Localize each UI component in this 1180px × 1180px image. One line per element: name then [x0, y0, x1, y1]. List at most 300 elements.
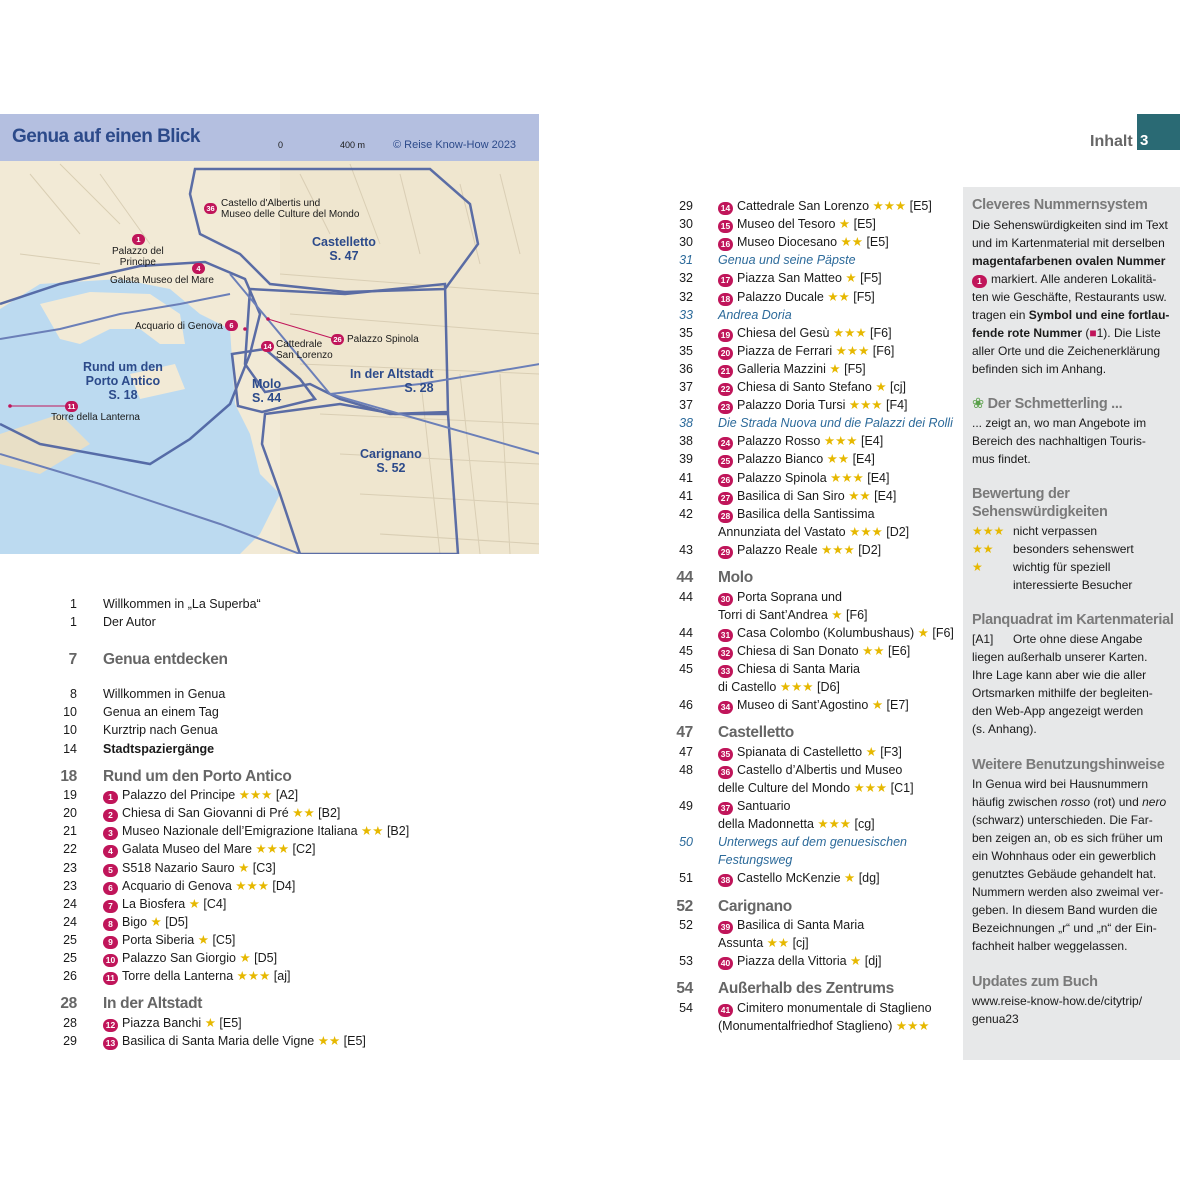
toc-title — [103, 596, 261, 612]
toc-title-text: Galleria Mazzini — [737, 361, 826, 376]
sight-number-badge: 19 — [718, 329, 733, 342]
toc-title-text: Casa Colombo (Kolumbushaus) — [737, 625, 915, 640]
toc-title-text: Galata Museo del Mare — [122, 842, 252, 857]
grid-reference: [cj] — [890, 380, 906, 394]
star-rating-icon: ★★ — [848, 488, 871, 503]
star-rating-icon: ★★★ — [817, 817, 852, 832]
star-rating-icon: ★★★ — [895, 1018, 930, 1033]
star-rating-icon: ★★★ — [255, 842, 290, 857]
star-rating-icon: ★ — [838, 217, 851, 232]
sight-number-badge: 26 — [718, 474, 733, 487]
grid-reference: [B2] — [318, 806, 341, 821]
toc-title — [718, 270, 882, 287]
toc-title — [103, 914, 188, 931]
toc-title — [718, 252, 856, 268]
toc-title — [103, 1015, 242, 1032]
grid-reference: [F5] — [860, 271, 882, 286]
text-span: fende rote Nummer — [972, 326, 1083, 340]
toc-page-number: 51 — [679, 871, 693, 886]
toc-title-text: Castello McKenzie — [737, 871, 841, 886]
text-line — [972, 793, 1166, 811]
sight-number-badge: 27 — [718, 492, 733, 505]
numbering-text — [972, 216, 1169, 378]
toc-title — [103, 878, 295, 895]
toc-title — [718, 780, 914, 796]
toc-title — [718, 451, 875, 468]
text-span: 1). Die Liste — [1096, 326, 1161, 340]
star-rating-icon: ★ — [844, 871, 856, 886]
toc-page-number: 44 — [679, 625, 693, 640]
star-rating-icon: ★★★ — [835, 343, 870, 358]
grid-reference: [aj] — [273, 969, 291, 984]
star-rating-icon: ★★ — [361, 824, 384, 839]
star-rating-icon: ★ — [850, 954, 862, 969]
sight-number-badge: 40 — [718, 957, 733, 970]
district-porto-antico — [83, 360, 163, 402]
star-rating-icon: ★★ — [840, 235, 863, 250]
sight-number-badge: 39 — [718, 921, 733, 934]
toc-title — [718, 953, 881, 970]
toc-title — [718, 744, 902, 761]
toc-title — [718, 397, 908, 414]
sight-number-badge: 24 — [718, 437, 733, 450]
text-line: ... zeigt an, wo man Angebote im — [972, 416, 1147, 430]
butterfly-text — [972, 414, 1146, 468]
updates-title: Updates zum Buch — [972, 974, 1098, 990]
grid-reference: [C5] — [212, 932, 236, 947]
star-rating-icon: ★ — [831, 607, 843, 622]
star-rating-icon: ★ — [204, 1015, 216, 1030]
toc-page-number: 39 — [679, 452, 693, 467]
star-rating-icon: ★ — [197, 932, 209, 947]
toc-title-text: Chiesa di Santa Maria — [737, 661, 860, 676]
numbering-title: Cleveres Nummernsystem — [972, 197, 1148, 213]
butterfly-icon: ❀ — [972, 396, 984, 412]
sight-number-badge: 10 — [103, 954, 118, 967]
toc-title-text: Palazzo del Principe — [122, 788, 236, 803]
toc-page-number: 31 — [679, 253, 693, 268]
map-marker-badge: 11 — [65, 401, 78, 412]
grid-reference: [F6] — [870, 325, 892, 340]
toc-title-text: della Madonnetta — [718, 817, 814, 832]
toc-title-text: Acquario di Genova — [122, 878, 232, 893]
toc-title-text: Santuario — [737, 799, 791, 813]
toc-title-text: Cimitero monumentale di Staglieno — [737, 1000, 932, 1015]
text-span: nero — [1142, 795, 1167, 809]
toc-page-number: 24 — [63, 896, 77, 911]
toc-page-number: 1 — [70, 615, 77, 630]
toc-title — [718, 607, 868, 623]
toc-title-text: Willkommen in „La Superba“ — [103, 597, 261, 611]
number-badge-example: 1 — [972, 275, 987, 288]
star-rating-icon: ★★ — [826, 452, 850, 467]
toc-title — [718, 589, 842, 606]
text-line: ben zeigen an, ob es sich früher um — [972, 831, 1163, 845]
star-rating-icon: ★★★ — [238, 788, 273, 803]
toc-page-number: 54 — [676, 980, 693, 998]
toc-page-number: 48 — [679, 762, 693, 777]
toc-title — [103, 769, 292, 785]
sight-number-badge: 32 — [718, 647, 733, 660]
toc-page-number: 25 — [63, 951, 77, 965]
text-line: ten wie Geschäfte, Restaurants usw. — [972, 290, 1167, 304]
toc-page-number: 24 — [63, 914, 77, 929]
grid-reference: [F6] — [845, 607, 868, 622]
toc-title — [718, 661, 860, 678]
star-icon: ★★ — [972, 542, 994, 556]
toc-title-text: S518 Nazario Sauro — [122, 860, 235, 875]
toc-title-text: Unterwegs auf dem genuesischen — [718, 835, 908, 850]
grid-reference: [E5] — [853, 217, 876, 232]
sight-number-badge: 9 — [103, 936, 118, 949]
butterfly-title: Der Schmetterling ... — [987, 396, 1123, 412]
grid-reference: [E4] — [874, 488, 897, 503]
toc-title-text: Kurztrip nach Genua — [103, 723, 218, 738]
grid-reference: [F5] — [853, 289, 875, 304]
toc-title-text: Palazzo San Giorgio — [122, 951, 236, 965]
toc-title-text: Museo del Tesoro — [737, 217, 836, 232]
grid-reference: [D4] — [272, 878, 296, 893]
usage-text — [972, 775, 1166, 955]
toc-title — [718, 570, 753, 586]
star-rating-icon: ★★ — [827, 289, 850, 304]
district-altstadt — [350, 367, 434, 395]
toc-page-number: 23 — [63, 860, 77, 875]
toc-title — [718, 343, 894, 360]
toc-title — [718, 488, 896, 505]
toc-title-text: Castelletto — [718, 724, 794, 742]
text-line: Die Sehenswürdigkeiten sind im Text — [972, 218, 1168, 232]
map-marker-galata: Galata Museo del Mare — [110, 275, 214, 286]
updates-link[interactable]: genua23 — [972, 1012, 1019, 1026]
toc-title — [718, 1000, 932, 1017]
lock-symbol-icon: ■ — [1089, 326, 1097, 340]
toc-page-number: 29 — [63, 1033, 77, 1048]
toc-title-text: Molo — [718, 569, 753, 586]
page-number: 3 — [1140, 132, 1149, 149]
toc-title-text: Palazzo Rosso — [737, 434, 821, 449]
text-line — [972, 270, 1169, 288]
toc-title — [103, 823, 409, 840]
sight-number-badge: 2 — [103, 809, 118, 822]
toc-title-text: Andrea Doria — [718, 307, 792, 322]
sight-number-badge: 13 — [103, 1037, 118, 1050]
toc-title-text: di Castello — [718, 680, 777, 694]
star-rating-icon: ★★★ — [832, 325, 867, 340]
sight-number-badge: 8 — [103, 918, 118, 931]
sight-number-badge: 37 — [718, 802, 733, 815]
map-marker-badge: 6 — [225, 320, 238, 331]
sight-number-badge: 16 — [718, 238, 733, 251]
rating-3 — [972, 522, 1134, 540]
toc-title-text: delle Culture del Mondo — [718, 780, 851, 795]
grid-reference: [dj] — [864, 954, 882, 969]
district-page: S. 18 — [108, 388, 138, 402]
toc-title — [718, 870, 880, 887]
toc-title — [103, 896, 226, 913]
grid-reference: [D2] — [886, 524, 910, 539]
toc-page-number: 54 — [679, 1000, 693, 1015]
updates-link[interactable]: www.reise-know-how.de/citytrip/ — [972, 994, 1143, 1008]
toc-title-text: Bigo — [122, 914, 148, 929]
toc-title — [718, 198, 932, 215]
toc-page-number: 52 — [676, 897, 693, 915]
sight-number-badge: 41 — [718, 1004, 733, 1017]
grid-reference: [E7] — [886, 698, 909, 713]
toc-title-text: Cattedrale San Lorenzo — [737, 199, 870, 213]
map-marker-badge: 36 — [204, 203, 217, 214]
toc-title — [718, 361, 866, 378]
toc-title — [103, 841, 315, 858]
grid-reference: [D6] — [816, 680, 840, 694]
grid-reference: [C4] — [203, 896, 227, 911]
sight-number-badge: 20 — [718, 347, 733, 360]
sight-number-badge: 31 — [718, 629, 733, 642]
toc-page-number: 43 — [679, 542, 693, 557]
grid-reference: [cg] — [854, 817, 875, 832]
toc-title — [718, 834, 907, 850]
sight-number-badge: 36 — [718, 766, 733, 779]
star-rating-icon: ★★ — [862, 643, 885, 658]
star-rating-icon: ★★★ — [830, 470, 864, 485]
star-rating-icon: ★ — [829, 361, 841, 376]
toc-title-text: Palazzo Ducale — [737, 289, 824, 304]
toc-title-text: Palazzo Doria Tursi — [737, 398, 846, 413]
map-marker-badge: 4 — [192, 263, 205, 274]
marker-label-2: San Lorenzo — [276, 350, 333, 361]
grid-reference: [E5] — [866, 235, 889, 250]
toc-page-number: 52 — [679, 918, 693, 932]
toc-title-text: Annunziata del Vastato — [718, 524, 846, 539]
overview-map — [0, 114, 539, 554]
toc-page-number: 44 — [679, 589, 693, 604]
toc-title — [718, 542, 881, 559]
toc-title — [718, 506, 875, 523]
sight-number-badge: 18 — [718, 293, 733, 306]
text-line: interessierte Besucher — [1013, 578, 1133, 592]
toc-title — [718, 697, 909, 714]
toc-title-text: Museo Nazionale dell’Emigrazione Italiana — [122, 824, 358, 839]
text-line: aller Orte und die Zeichenerklärung — [972, 344, 1161, 358]
toc-page-number: 37 — [679, 380, 693, 394]
toc-title-text: Willkommen in Genua — [103, 687, 226, 702]
text-line: Bewertung der — [972, 486, 1070, 502]
toc-page-number: 35 — [679, 325, 693, 340]
grid-reference: [F3] — [880, 744, 902, 759]
marker-label: Castello d'Albertis und — [221, 198, 321, 209]
toc-page-number: 1 — [70, 597, 77, 611]
toc-title-text: Museo Diocesano — [737, 235, 838, 250]
text-line: ein Wohnhaus oder ein gewerblich — [972, 849, 1156, 863]
toc-title — [718, 1018, 930, 1034]
star-rating-icon: ★ — [238, 860, 250, 875]
text-line: und im Kartenmaterial mit derselben — [972, 236, 1165, 250]
grid-text — [972, 630, 1153, 738]
star-rating-icon: ★★★ — [235, 878, 269, 893]
district-name: In der Altstadt — [350, 367, 434, 381]
text-span: markiert. Alle anderen Lokalitä- — [991, 272, 1157, 286]
text-span: Orte ohne diese Angabe — [1013, 632, 1143, 646]
toc-title-text: Porta Soprana und — [737, 589, 842, 604]
sight-number-badge: 12 — [103, 1019, 118, 1032]
map-scale-start: 0 — [278, 140, 284, 150]
toc-page-number: 46 — [679, 698, 693, 713]
sight-number-badge: 38 — [718, 874, 733, 887]
toc-title — [718, 852, 792, 868]
toc-title-text: Palazzo Bianco — [737, 452, 824, 467]
toc-page-number: 41 — [679, 470, 693, 485]
toc-title-text: Chiesa di San Giovanni di Pré — [122, 806, 289, 821]
district-name: Rund um den — [83, 360, 163, 374]
toc-title-text: Stadtspaziergänge — [103, 741, 215, 756]
toc-title-text: Palazzo Reale — [737, 542, 818, 557]
grid-reference: [E5] — [343, 1033, 366, 1048]
text-span: wichtig für speziell — [1013, 560, 1111, 574]
toc-title — [103, 805, 340, 822]
text-line: Bereich des nachhaltigen Touris- — [972, 434, 1146, 448]
grid-reference: [cj] — [792, 936, 809, 951]
toc-title — [718, 625, 954, 642]
toc-title-text: Carignano — [718, 897, 792, 915]
grid-reference: [A2] — [275, 788, 299, 803]
toc-page-number: 20 — [63, 806, 77, 821]
grid-reference: [C2] — [292, 842, 316, 857]
toc-title-text: Die Strada Nuova und die Palazzi dei Rolli — [718, 416, 953, 431]
toc-title-text: (Monumentalfriedhof Staglieno) — [718, 1018, 893, 1033]
toc-page-number: 22 — [63, 842, 77, 857]
text-span: besonders sehenswert — [1013, 542, 1134, 556]
map-marker-cattedrale — [276, 339, 333, 361]
rating-title — [972, 485, 1108, 521]
toc-title — [718, 216, 876, 233]
district-name-2: Porto Antico — [85, 374, 161, 388]
toc-title — [718, 379, 906, 396]
star-rating-icon: ★ — [845, 271, 857, 286]
text-line: geben. In diesem Band wurden die — [972, 903, 1158, 917]
star-rating-icon: ★ — [875, 380, 887, 394]
star-rating-icon: ★ — [188, 896, 200, 911]
toc-page-number: 28 — [60, 995, 77, 1013]
text-line: liegen außerhalb unserer Karten. — [972, 650, 1148, 664]
text-span: (rot) und — [1090, 795, 1143, 809]
star-rating-icon: ★★★ — [779, 680, 814, 694]
text-line: magentafarbenen ovalen Nummer — [972, 254, 1166, 268]
toc-title-text: Piazza Banchi — [122, 1015, 202, 1030]
toc-title — [718, 725, 794, 741]
toc-title — [718, 415, 953, 431]
text-span: rosso — [1060, 795, 1091, 809]
toc-page-number: 41 — [679, 488, 693, 503]
toc-title-text: Außerhalb des Zentrums — [718, 980, 894, 998]
sight-number-badge: 14 — [718, 202, 733, 215]
text-line: (s. Anhang). — [972, 722, 1037, 736]
text-line: genutztes Gebäude gehandelt hat. — [972, 867, 1157, 881]
sight-number-badge: 1 — [103, 791, 118, 804]
toc-page-number: 35 — [679, 343, 693, 358]
marker-label: Palazzo del — [112, 246, 164, 257]
star-rating-icon: ★★★ — [821, 542, 855, 557]
toc-title — [103, 968, 290, 985]
toc-page-number: 14 — [63, 741, 77, 756]
text-line: den Web-App angezeigt werden — [972, 704, 1144, 718]
text-line — [972, 630, 1153, 648]
star-icon: ★ — [972, 560, 983, 574]
toc-title-text: Piazza San Matteo — [737, 271, 842, 286]
toc-page-number: 36 — [679, 361, 693, 376]
info-sidebar — [963, 187, 1180, 1060]
toc-title — [103, 950, 277, 967]
toc-title-text: Porta Siberia — [122, 932, 195, 947]
star-rating-icon: ★ — [150, 914, 162, 929]
map-marker-badge: 26 — [331, 334, 344, 345]
updates-text — [972, 992, 1142, 1028]
map-title: Genua auf einen Blick — [12, 126, 200, 147]
toc-title-text: Genua an einem Tag — [103, 705, 219, 720]
grid-reference: [C3] — [252, 860, 276, 875]
grid-reference: [F5] — [844, 361, 866, 376]
star-rating-icon: ★ — [871, 698, 884, 713]
star-rating-icon: ★★★ — [823, 434, 858, 449]
grid-reference: [B2] — [386, 824, 410, 839]
sight-number-badge: 29 — [718, 546, 733, 559]
text-line: Nummern werden also zweimal ver- — [972, 885, 1164, 899]
butterfly-heading — [972, 395, 1122, 413]
toc-title — [718, 762, 902, 779]
toc-title — [718, 433, 883, 450]
map-marker-badge: 14 — [261, 341, 274, 352]
toc-title — [718, 234, 889, 251]
toc-title — [718, 679, 840, 695]
toc-page-number: 28 — [63, 1015, 77, 1030]
district-name: Castelletto — [312, 235, 376, 249]
toc-title-text: Chiesa di Santo Stefano — [737, 380, 872, 394]
star-rating-icon: ★ — [239, 951, 251, 965]
toc-title — [718, 917, 864, 934]
toc-page-number: 21 — [63, 824, 77, 839]
toc-title — [718, 470, 890, 487]
toc-title — [103, 741, 214, 757]
toc-title — [718, 643, 910, 660]
toc-page-number: 10 — [63, 705, 77, 720]
text-line: Ihre Lage kann aber wie die aller — [972, 668, 1147, 682]
sight-number-badge: 17 — [718, 274, 733, 287]
text-line: befinden sich im Anhang. — [972, 362, 1107, 376]
toc-title-text: In der Altstadt — [103, 995, 203, 1013]
toc-title — [718, 289, 875, 306]
toc-title — [103, 704, 219, 720]
marker-label: Cattedrale — [276, 339, 323, 350]
sight-number-badge: 15 — [718, 220, 733, 233]
grid-reference: [D2] — [858, 542, 882, 557]
toc-title — [103, 932, 235, 949]
toc-title-text: Piazza della Vittoria — [737, 954, 847, 969]
district-page: S. 28 — [404, 381, 434, 395]
sight-number-badge: 21 — [718, 365, 733, 378]
toc-title-text: Rund um den Porto Antico — [103, 767, 292, 785]
sight-number-badge: 11 — [103, 972, 118, 985]
sight-number-badge: 6 — [103, 882, 118, 895]
text-span: häufig zwischen — [972, 795, 1061, 809]
sight-number-badge: 4 — [103, 845, 118, 858]
grid-title: Planquadrat im Kartenmaterial — [972, 612, 1174, 628]
marker-label-2: Museo delle Culture del Mondo — [221, 209, 360, 220]
toc-title-text: Assunta — [718, 936, 764, 951]
toc-title — [103, 996, 202, 1012]
toc-page-number: 50 — [679, 835, 693, 850]
district-page: S. 44 — [252, 391, 282, 405]
toc-page-number: 8 — [70, 687, 77, 702]
toc-page-number: 29 — [679, 199, 693, 213]
